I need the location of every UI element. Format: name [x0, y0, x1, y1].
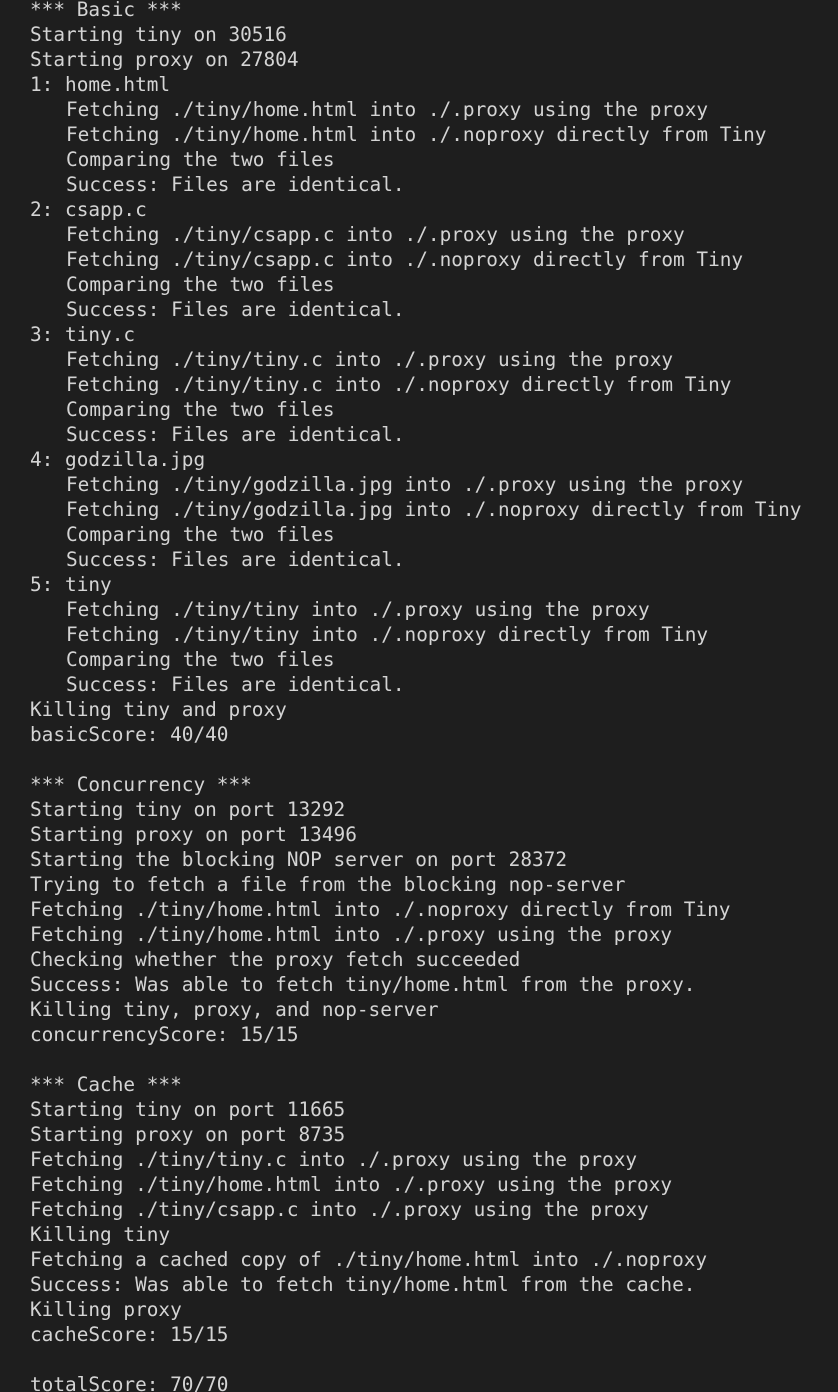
blank-line	[30, 1347, 838, 1372]
blank-line	[30, 747, 838, 772]
terminal-line: *** Concurrency ***	[30, 773, 252, 796]
terminal-line: *** Basic ***	[30, 0, 182, 21]
terminal-line: Success: Files are identical.	[66, 423, 405, 446]
terminal-line: Fetching ./tiny/csapp.c into ./.noproxy directly from Tiny	[66, 248, 744, 271]
terminal-line: Fetching ./tiny/home.html into ./.noproxy directly from Tiny	[66, 123, 767, 146]
terminal-line: Killing tiny, proxy, and nop-server	[30, 998, 439, 1021]
terminal-line: Fetching ./tiny/tiny into ./.noproxy directly from Tiny	[66, 623, 709, 646]
terminal-line: Starting proxy on 27804	[30, 48, 299, 71]
terminal-line: 5: tiny	[30, 573, 112, 596]
terminal-line: Checking whether the proxy fetch succeeded	[30, 948, 521, 971]
terminal-line: Killing tiny	[30, 1223, 171, 1246]
terminal-line: 2: csapp.c	[30, 198, 147, 221]
terminal-line: Fetching ./tiny/tiny.c into ./.noproxy directly from Tiny	[66, 373, 732, 396]
terminal-line: Fetching ./tiny/godzilla.jpg into ./.proxy using the proxy	[66, 473, 744, 496]
terminal-line: Success: Was able to fetch tiny/home.html from the cache.	[30, 1273, 696, 1296]
terminal-line: Trying to fetch a file from the blocking nop-server	[30, 873, 626, 896]
terminal-line: Success: Files are identical.	[66, 548, 405, 571]
terminal-line: Fetching a cached copy of ./tiny/home.html into ./.noproxy	[30, 1248, 708, 1271]
terminal-line: Comparing the two files	[66, 273, 335, 296]
terminal-line: Success: Files are identical.	[66, 173, 405, 196]
blank-line	[30, 1047, 838, 1072]
terminal-line: Fetching ./tiny/home.html into ./.proxy using the proxy	[30, 1173, 673, 1196]
terminal-line: 3: tiny.c	[30, 323, 136, 346]
terminal-line: Fetching ./tiny/home.html into ./.proxy using the proxy	[30, 923, 673, 946]
terminal-line: Fetching ./tiny/csapp.c into ./.proxy using the proxy	[30, 1198, 649, 1221]
terminal-line: *** Cache ***	[30, 1073, 182, 1096]
terminal-line: Killing proxy	[30, 1298, 182, 1321]
terminal-line: Starting tiny on 30516	[30, 23, 287, 46]
terminal-line: Starting tiny on port 13292	[30, 798, 346, 821]
terminal-line: Starting proxy on port 8735	[30, 1123, 346, 1146]
terminal-line: Fetching ./tiny/tiny.c into ./.proxy using the proxy	[30, 1148, 638, 1171]
terminal-line: Fetching ./tiny/tiny into ./.proxy using the proxy	[66, 598, 650, 621]
terminal-line: cacheScore: 15/15	[30, 1323, 229, 1346]
terminal-line: Fetching ./tiny/csapp.c into ./.proxy using the proxy	[66, 223, 685, 246]
terminal-line: totalScore: 70/70	[30, 1373, 229, 1392]
terminal-line: Fetching ./tiny/home.html into ./.proxy using the proxy	[66, 98, 709, 121]
terminal-line: basicScore: 40/40	[30, 723, 229, 746]
terminal-line: concurrencyScore: 15/15	[30, 1023, 299, 1046]
terminal-line: Comparing the two files	[66, 148, 335, 171]
terminal-line: Success: Was able to fetch tiny/home.html from the proxy.	[30, 973, 696, 996]
terminal-line: Killing tiny and proxy	[30, 698, 287, 721]
terminal-line: Comparing the two files	[66, 398, 335, 421]
terminal-line: 4: godzilla.jpg	[30, 448, 206, 471]
terminal-line: Fetching ./tiny/home.html into ./.noproxy directly from Tiny	[30, 898, 731, 921]
terminal-line: Starting the blocking NOP server on port 28372	[30, 848, 568, 871]
terminal-line: Fetching ./tiny/godzilla.jpg into ./.noproxy directly from Tiny	[66, 498, 802, 521]
terminal-line: 1: home.html	[30, 73, 171, 96]
terminal-line: Fetching ./tiny/tiny.c into ./.proxy using the proxy	[66, 348, 674, 371]
terminal-line: Starting tiny on port 11665	[30, 1098, 346, 1121]
terminal-line: Success: Files are identical.	[66, 298, 405, 321]
terminal-line: Comparing the two files	[66, 648, 335, 671]
terminal-line: Comparing the two files	[66, 523, 335, 546]
terminal-line: Success: Files are identical.	[66, 673, 405, 696]
terminal-line: Starting proxy on port 13496	[30, 823, 357, 846]
